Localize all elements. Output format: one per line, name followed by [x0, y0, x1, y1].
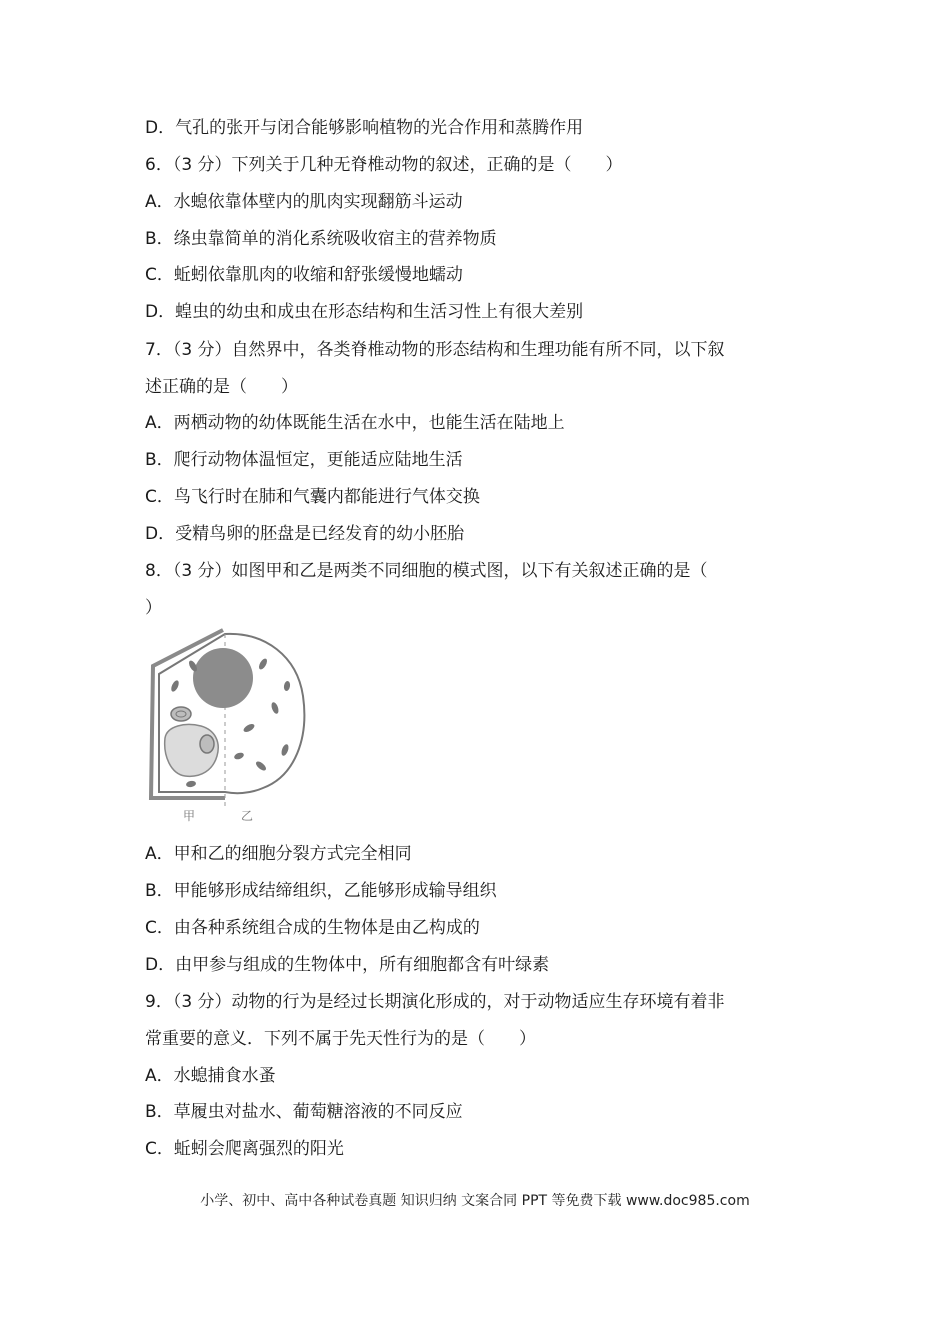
- q9-option-c: C．蚯蚓会爬离强烈的阳光: [145, 1139, 344, 1159]
- q8-option-d: D．由甲参与组成的生物体中，所有细胞都含有叶绿素: [145, 955, 550, 975]
- q7-option-a: A．两栖动物的幼体既能生活在水中，也能生活在陆地上: [145, 413, 565, 433]
- q8-stem-line1: 8．（3 分）如图甲和乙是两类不同细胞的模式图，以下有关叙述正确的是（: [145, 561, 708, 581]
- page-footer: 小学、初中、高中各种试卷真题 知识归纳 文案合同 PPT 等免费下载 www.doc985.com: [200, 1193, 750, 1209]
- cell-diagram: [145, 626, 310, 826]
- q9-option-b: B．草履虫对盐水、葡萄糖溶液的不同反应: [145, 1102, 463, 1122]
- figure-label-yi: 乙: [241, 809, 254, 823]
- q9-option-a: A．水螅捕食水蚤: [145, 1066, 276, 1086]
- q7-stem-line2: 述正确的是（ ）: [145, 377, 298, 397]
- q8-stem-line2: ）: [145, 598, 162, 618]
- q8-option-a: A．甲和乙的细胞分裂方式完全相同: [145, 844, 412, 864]
- q9-stem-line2: 常重要的意义．下列不属于先天性行为的是（ ）: [145, 1029, 536, 1049]
- q7-option-b: B．爬行动物体温恒定，更能适应陆地生活: [145, 450, 463, 470]
- q6-option-a: A．水螅依靠体壁内的肌肉实现翻筋斗运动: [145, 192, 463, 212]
- q5-option-d: D．气孔的张开与闭合能够影响植物的光合作用和蒸腾作用: [145, 118, 584, 138]
- q6-option-b: B．绦虫靠简单的消化系统吸收宿主的营养物质: [145, 229, 497, 249]
- q6-stem: 6．（3 分）下列关于几种无脊椎动物的叙述，正确的是（ ）: [145, 155, 623, 175]
- q8-option-b: B．甲能够形成结缔组织，乙能够形成输导组织: [145, 881, 497, 901]
- q8-option-c: C．由各种系统组合成的生物体是由乙构成的: [145, 918, 480, 938]
- q7-option-d: D．受精鸟卵的胚盘是已经发育的幼小胚胎: [145, 524, 465, 544]
- q7-option-c: C．鸟飞行时在肺和气囊内都能进行气体交换: [145, 487, 480, 507]
- q9-stem-line1: 9．（3 分）动物的行为是经过长期演化形成的，对于动物适应生存环境有着非: [145, 992, 725, 1012]
- cell-diagram-figure: [145, 626, 310, 826]
- q7-stem-line1: 7．（3 分）自然界中，各类脊椎动物的形态结构和生理功能有所不同，以下叙: [145, 340, 725, 360]
- figure-label-jia: 甲: [183, 809, 196, 823]
- q6-option-d: D．蝗虫的幼虫和成虫在形态结构和生活习性上有很大差别: [145, 302, 584, 322]
- q6-option-c: C．蚯蚓依靠肌肉的收缩和舒张缓慢地蠕动: [145, 265, 463, 285]
